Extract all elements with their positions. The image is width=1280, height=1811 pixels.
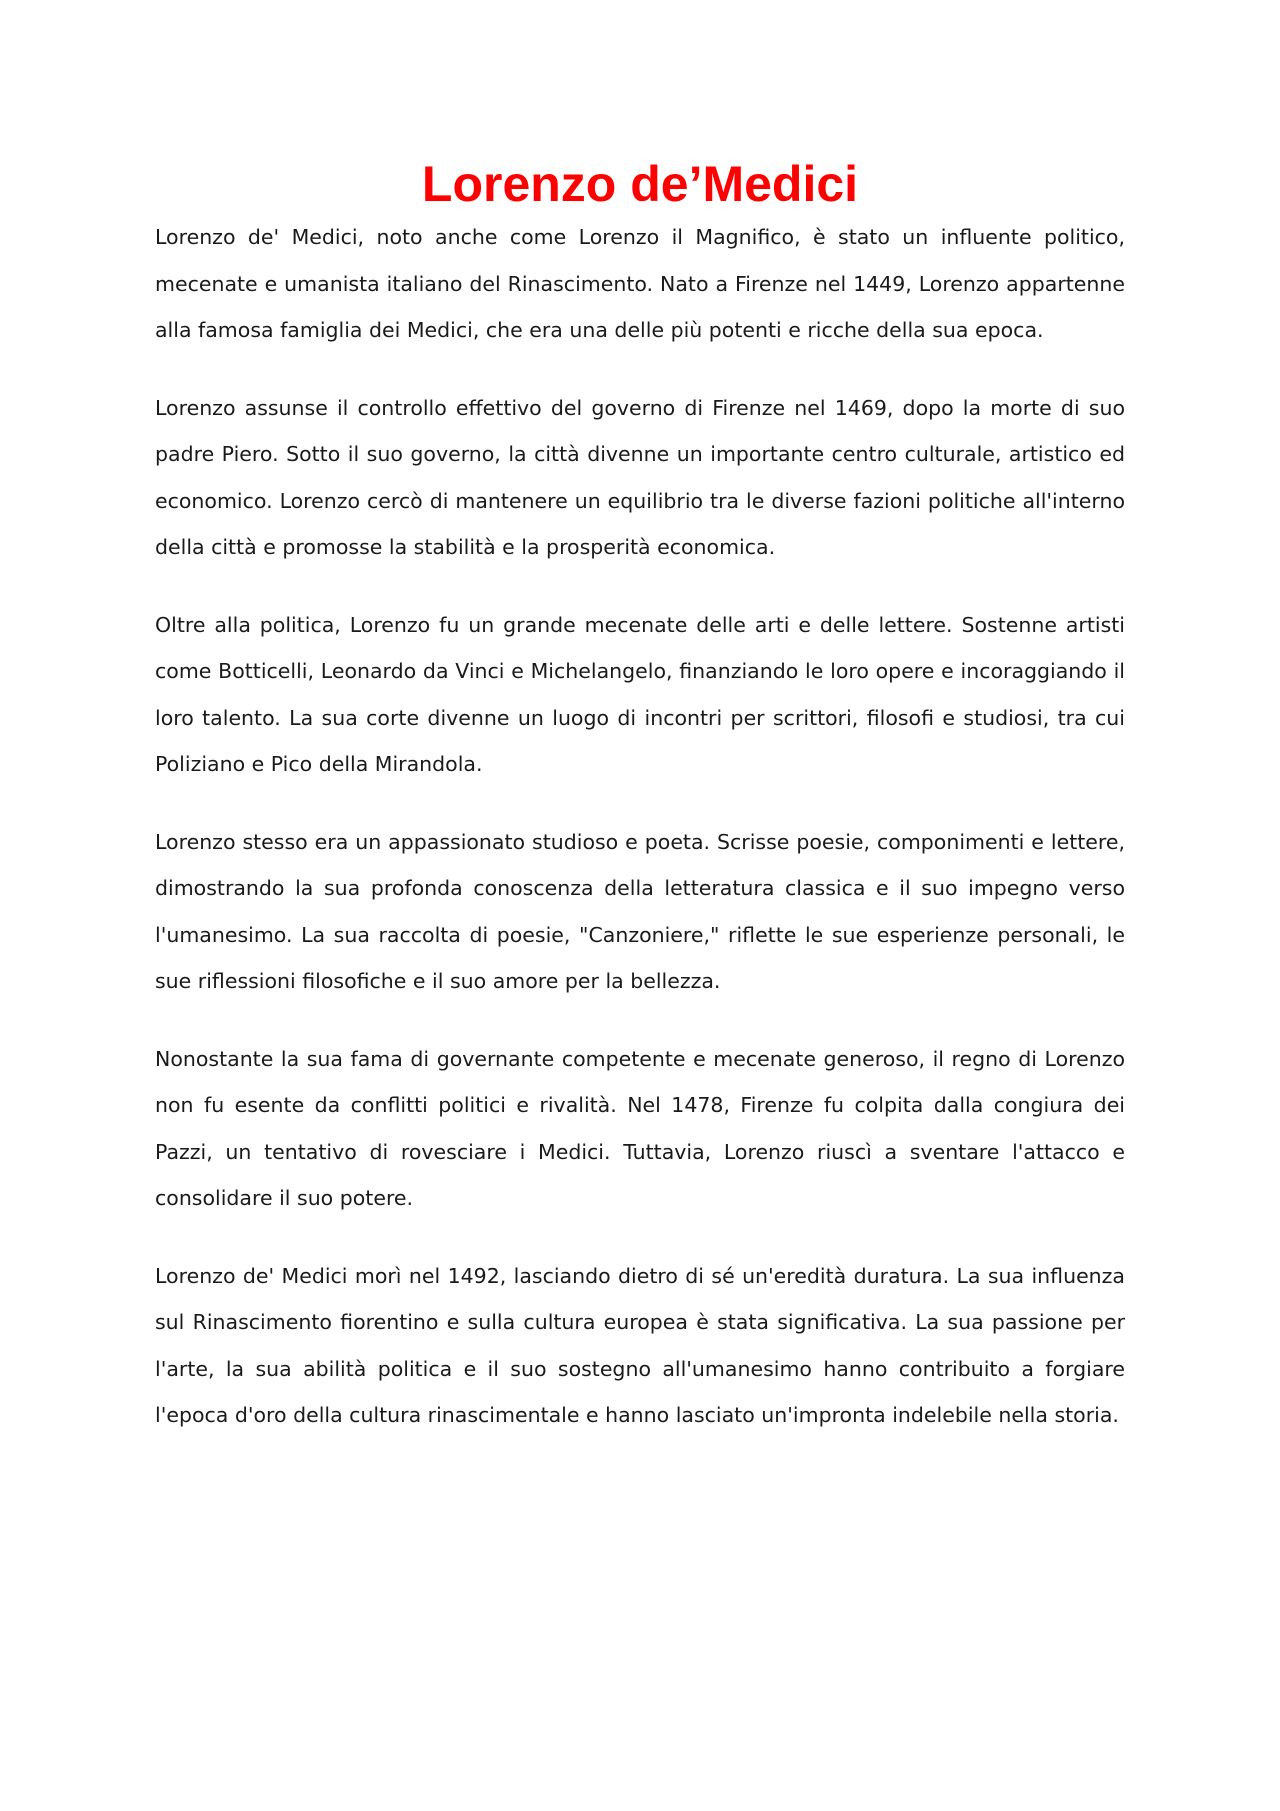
paragraph-patronage: Oltre alla politica, Lorenzo fu un grande mecenate delle arti e delle lettere. Sostenne artisti come Botticelli, Leonardo da Vinci e Michelangelo, finanziando le loro opere e incoraggiando il loro talento. La sua corte divenne un luogo di incontri per scrittori, filosofi e studiosi, tra cui Poliziano e Pico della Mirandola. <box>155 612 1125 776</box>
paragraph-poetry: Lorenzo stesso era un appassionato studioso e poeta. Scrisse poesie, componimenti e lettere, dimostrando la sua profonda conoscenza della letteratura classica e il suo impegno verso l'umanesimo. La sua raccolta di poesie, "Canzoniere," riflette le sue esperienze personali, le sue riflessioni filosofiche e il suo amore per la bellezza. <box>155 829 1125 993</box>
paragraph-intro: Lorenzo de' Medici, noto anche come Lorenzo il Magnifico, è stato un influente politico, mecenate e umanista italiano del Rinascimento. Nato a Firenze nel 1449, Lorenzo appartenne alla famosa famiglia dei Medici, che era una delle più potenti e ricche della sua epoca. <box>155 225 1125 342</box>
document-body <box>155 214 1125 1439</box>
paragraph-conflicts: Nonostante la sua fama di governante competente e mecenate generoso, il regno di Lorenzo non fu esente da conflitti politici e rivalità. Nel 1478, Firenze fu colpita dalla congiura dei Pazzi, un tentativo di rovesciare i Medici. Tuttavia, Lorenzo riuscì a sventare l'attacco e consolidare il suo potere. <box>155 1046 1125 1210</box>
page-title: Lorenzo de’Medici <box>421 156 859 212</box>
paragraph-government: Lorenzo assunse il controllo effettivo del governo di Firenze nel 1469, dopo la morte di suo padre Piero. Sotto il suo governo, la città divenne un importante centro culturale, artistico ed economico. Lorenzo cercò di mantenere un equilibrio tra le diverse fazioni politiche all'interno della città e promosse la stabilità e la prosperità economica. <box>155 395 1125 559</box>
paragraph-legacy: Lorenzo de' Medici morì nel 1492, lasciando dietro di sé un'eredità duratura. La sua influenza sul Rinascimento fiorentino e sulla cultura europea è stata significativa. La sua passione per l'arte, la sua abilità politica e il suo sostegno all'umanesimo hanno contribuito a forgiare l'epoca d'oro della cultura rinascimentale e hanno lasciato un'impronta indelebile nella storia. <box>155 1263 1125 1427</box>
